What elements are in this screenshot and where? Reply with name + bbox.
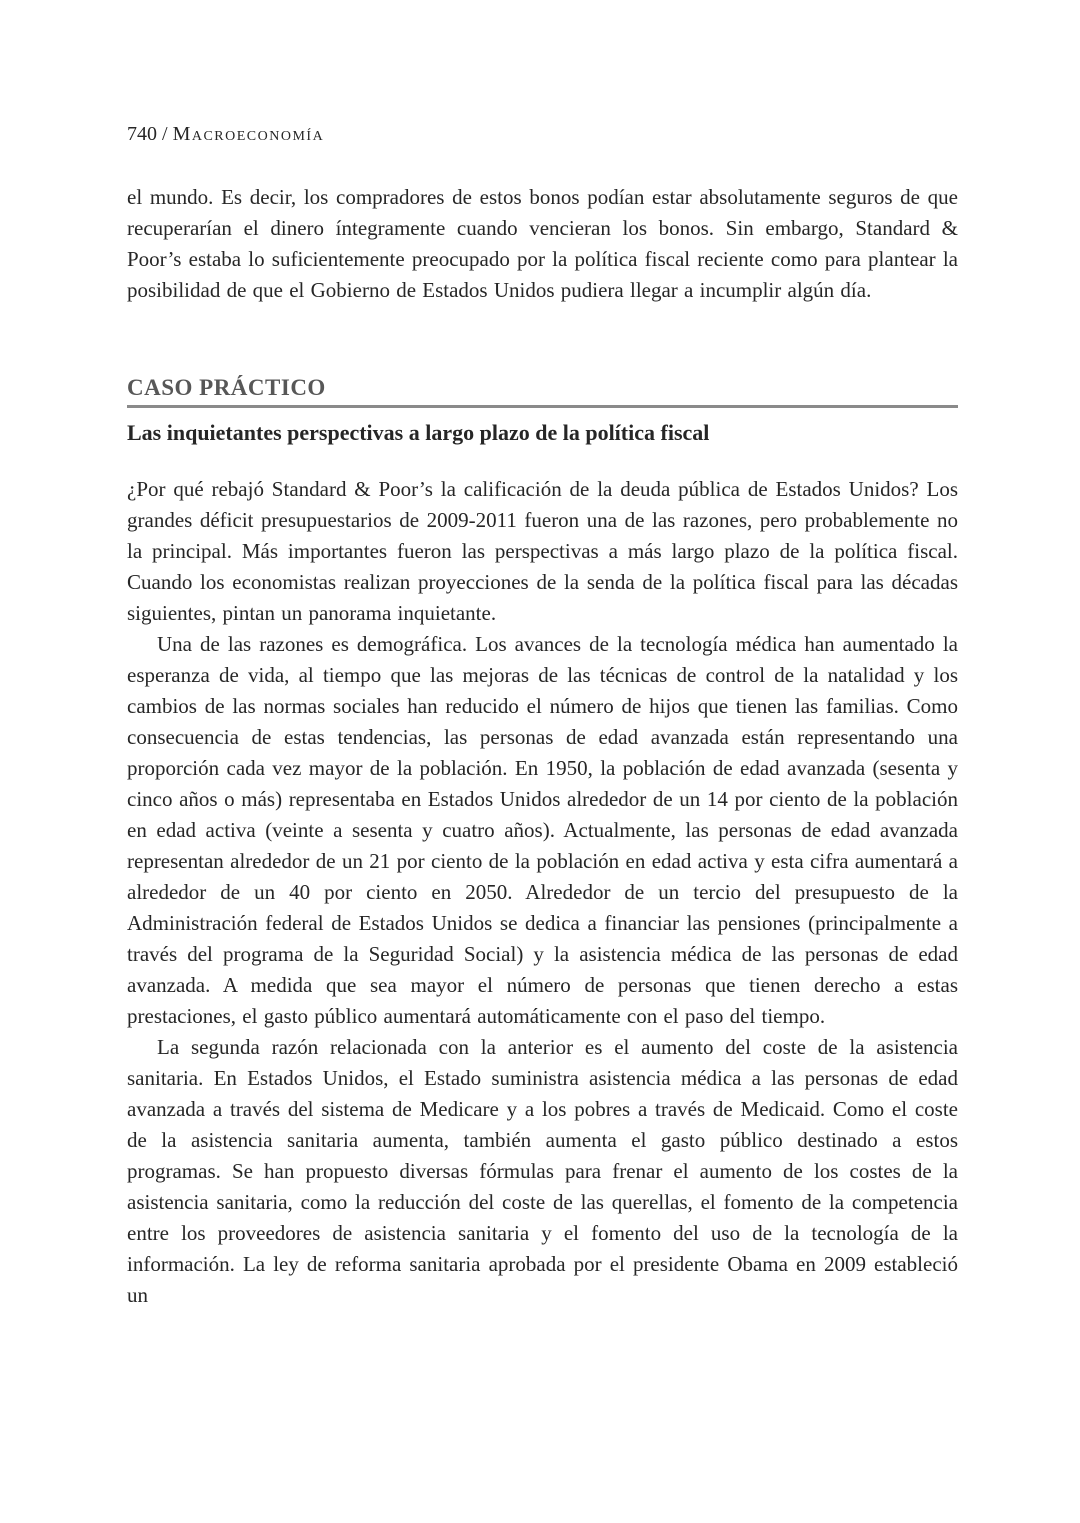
page-header <box>127 122 958 146</box>
section-divider <box>127 405 958 408</box>
case-study-label: CASO PRÁCTICO <box>127 375 326 400</box>
case-study-title: Las inquietantes perspectivas a largo plazo de la política fiscal <box>127 420 710 445</box>
paragraph-case-study-1: ¿Por qué rebajó Standard & Poor’s la calificación de la deuda pública de Estados Unidos? Los grandes déficit presupuestarios de 2009-2011 fueron una de las razones, pero probablemente no la principal. Más importantes fueron las perspectivas a más largo plazo de la política fiscal. Cuando los economistas realizan proyecciones de la senda de la política fiscal para las décadas siguientes, pintan un panorama inquietante. <box>127 477 958 625</box>
header-separator: / <box>162 123 173 145</box>
paragraph-case-study-3: La segunda razón relacionada con la anterior es el aumento del coste de la asistencia sanitaria. En Estados Unidos, el Estado suministra asistencia médica a las personas de edad avanzada a través del sistema de Medicare y a los pobres a través de Medicaid. Como el coste de la asistencia sanitaria aumenta, también aumenta el gasto público destinado a estos programas. Se han propuesto diversas fórmulas para frenar el aumento de los costes de la asistencia sanitaria, como la reducción del coste de las querellas, el fomento de la competencia entre los proveedores de asistencia sanitaria y el fomento del uso de la tecnología de la información. La ley de reforma sanitaria aprobada por el presidente Obama en 2009 estableció un <box>127 1035 958 1307</box>
paragraph-case-study-2: Una de las razones es demográfica. Los avances de la tecnología médica han aumentado la esperanza de vida, al tiempo que las mejoras de las técnicas de control de la natalidad y los cambios de las normas sociales han reducido el número de hijos que tienen las familias. Como consecuencia de estas tendencias, las personas de edad avanzada están representando una proporción cada vez mayor de la población. En 1950, la población de edad avanzada (sesenta y cinco años o más) representaba en Estados Unidos alrededor de un 14 por ciento de la población en edad activa (veinte a sesenta y cuatro años). Actualmente, las personas de edad avanzada representan alrededor de un 21 por ciento de la población en edad activa y esta cifra aumentará a alrededor de un 40 por ciento en 2050. Alrededor de un tercio del presupuesto de la Administración federal de Estados Unidos se dedica a financiar las pensiones (principalmente a través del programa de la Seguridad Social) y la asistencia médica de las personas de edad avanzada. A medida que sea mayor el número de personas que tienen derecho a estas prestaciones, el gasto público aumentará automáticamente con el paso del tiempo. <box>127 632 958 1028</box>
page-number: 740 <box>127 123 157 145</box>
paragraph-intro: el mundo. Es decir, los compradores de estos bonos podían estar absolutamente seguros de que recuperarían el dinero íntegramente cuando vencieran los bonos. Sin embargo, Standard & Poor’s estaba lo suficientemente preocupado por la política fiscal reciente como para plantear la posibilidad de que el Gobierno de Estados Unidos pudiera llegar a incumplir algún día. <box>127 185 958 302</box>
book-title: Macroeconomía <box>172 123 325 145</box>
